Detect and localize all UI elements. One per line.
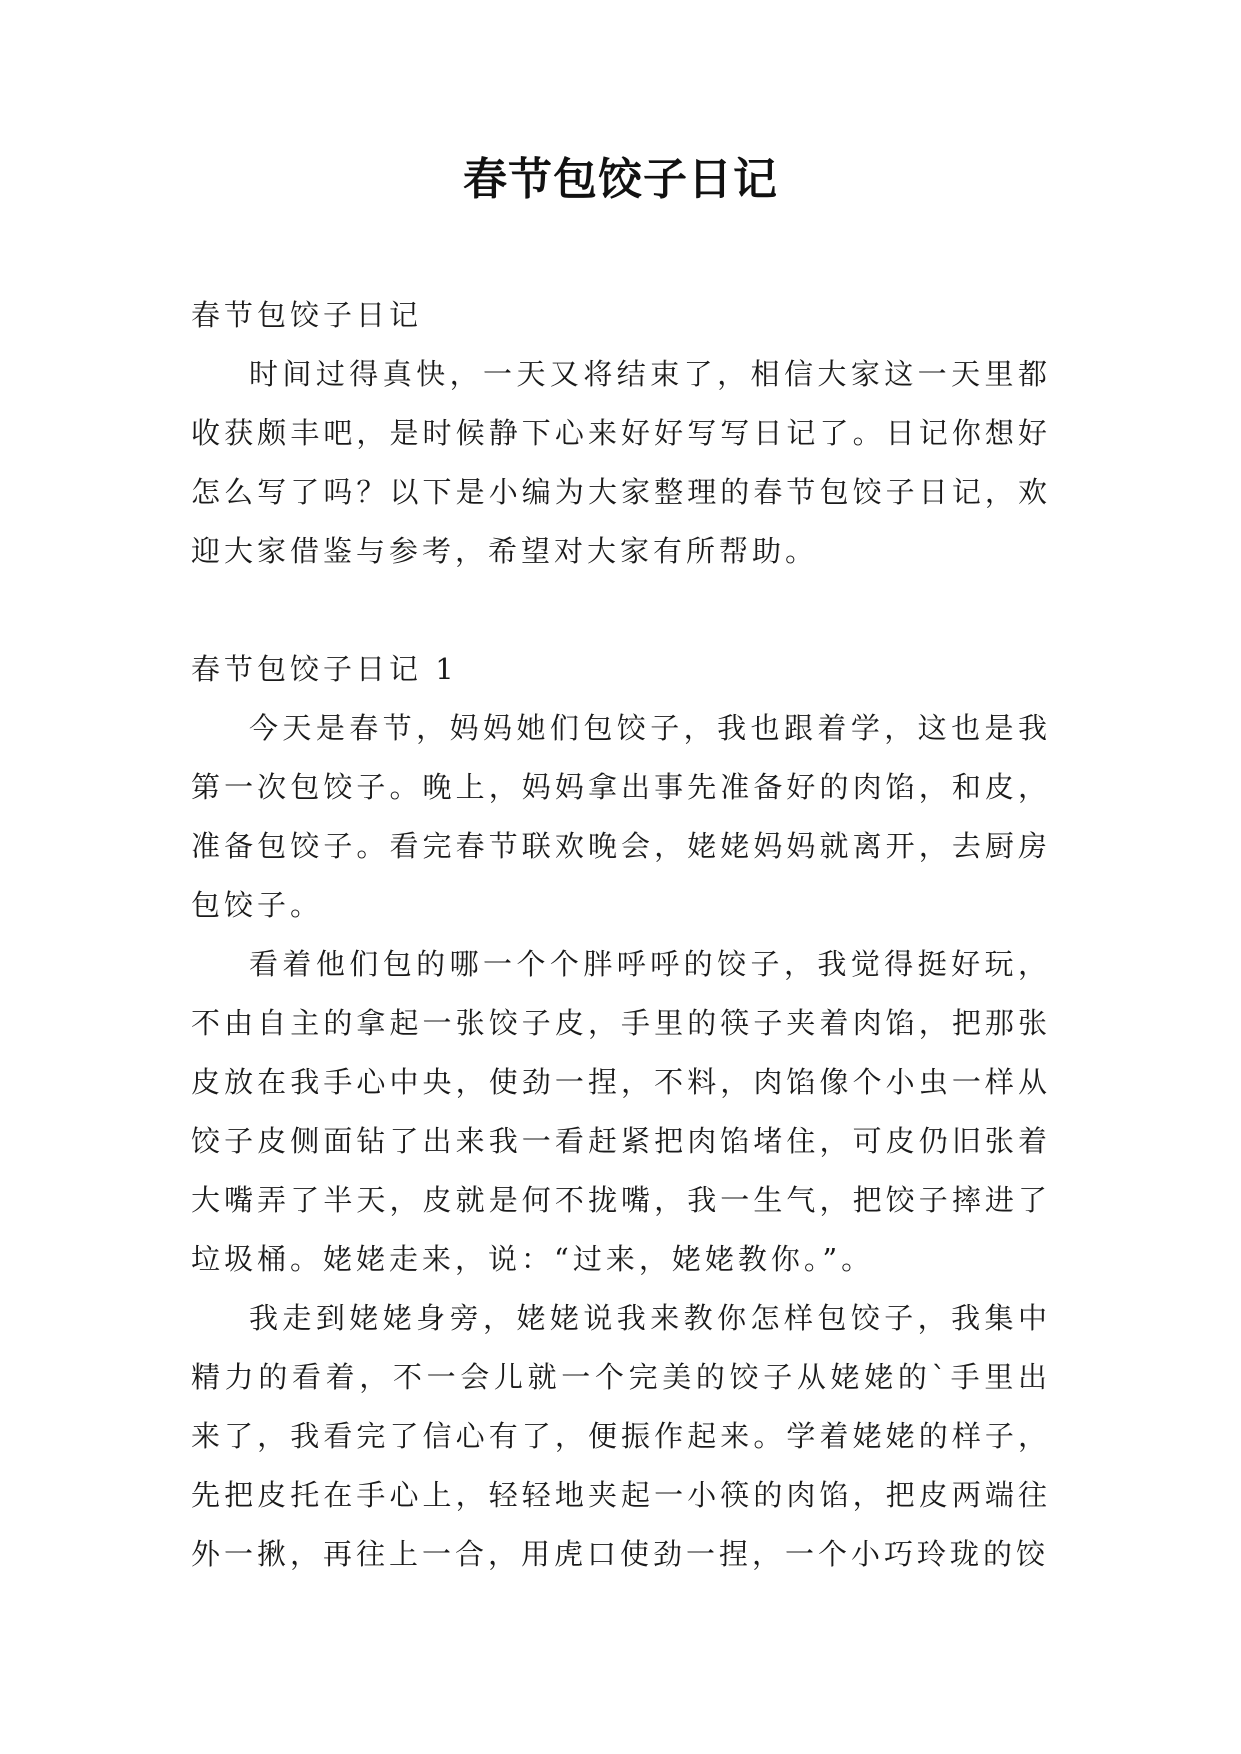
section-heading: 春节包饺子日记 1 xyxy=(191,652,458,686)
section-gap xyxy=(191,581,1051,640)
intro-heading: 春节包饺子日记 xyxy=(191,298,423,332)
intro-paragraph: 时间过得真快，一天又将结束了，相信大家这一天里都收获颇丰吧，是时候静下心来好好写写日记了。日记你想好怎么写了吗？以下是小编为大家整理的春节包饺子日记，欢迎大家借鉴与参考，希望对大家有所帮助。 xyxy=(191,357,1051,568)
document-body xyxy=(191,286,1051,1584)
document-title: 春节包饺子日记 xyxy=(463,154,778,205)
body-paragraph: 看着他们包的哪一个个胖呼呼的饺子，我觉得挺好玩，不由自主的拿起一张饺子皮，手里的筷子夹着肉馅，把那张皮放在我手心中央，使劲一捏，不料，肉馅像个小虫一样从饺子皮侧面钻了出来我一看赶紧把肉馅堵住，可皮仍旧张着大嘴弄了半天，皮就是何不拢嘴，我一生气，把饺子摔进了垃圾桶。姥姥走来，说：“过来，姥姥教你。”。 xyxy=(191,947,1051,1276)
body-paragraph: 今天是春节，妈妈她们包饺子，我也跟着学，这也是我第一次包饺子。晚上，妈妈拿出事先准备好的肉馅，和皮，准备包饺子。看完春节联欢晚会，姥姥妈妈就离开，去厨房包饺子。 xyxy=(191,711,1051,922)
body-paragraph: 我走到姥姥身旁，姥姥说我来教你怎样包饺子，我集中精力的看着，不一会儿就一个完美的饺子从姥姥的`手里出来了，我看完了信心有了，便振作起来。学着姥姥的样子，先把皮托在手心上，轻轻地夹起一小筷的肉馅，把皮两端往外一揪，再往上一合，用虎口使劲一捏，一个小巧玲珑的饺 xyxy=(191,1301,1051,1571)
